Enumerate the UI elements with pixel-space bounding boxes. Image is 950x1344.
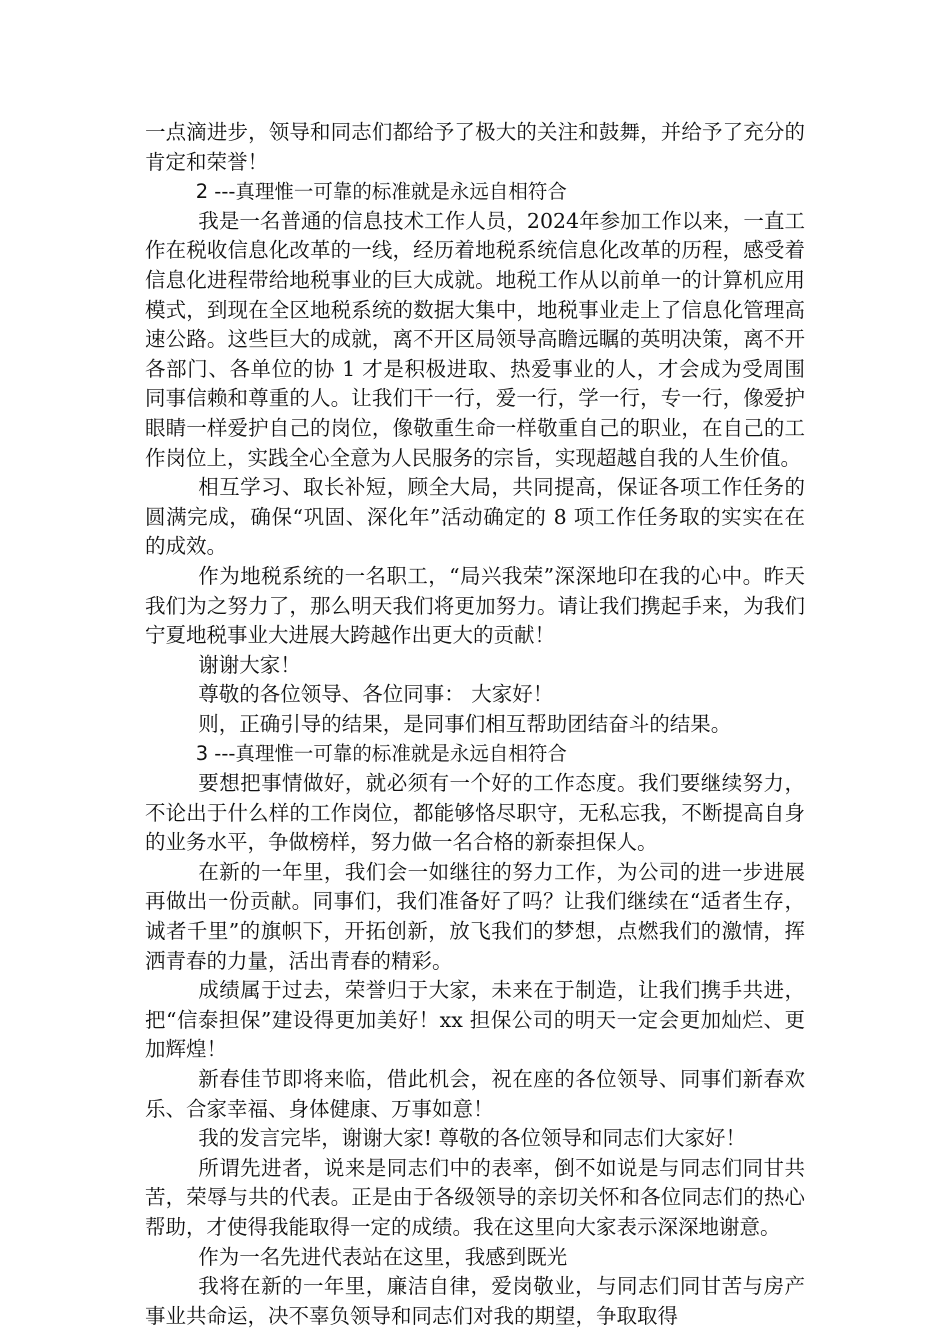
paragraph: 则，正确引导的结果，是同事们相互帮助团结奋斗的结果。 xyxy=(198,711,732,736)
paragraph: 要想把事情做好，就必须有一个好的工作态度。我们要继续努力，不论出于什么样的工作岗位，都能够恪尽职守，无私忘我，不断提高自身的业务水平，争做榜样，努力做一名合格的新泰担保人。 xyxy=(145,771,805,855)
section-heading: 2 ---真理惟一可靠的标准就是永远自相符合 xyxy=(195,180,567,204)
paragraph: 作为地税系统的一名职工，“局兴我荣”深深地印在我的心中。昨天我们为之努力了，那么明天我们将更加努力。请让我们携起手来，为我们宁夏地税事业大进展大跨越作出更大的贡献！ xyxy=(145,563,805,648)
paragraph: 相互学习、取长补短，顾全大局，共同提高，保证各项工作任务的圆满完成，确保“巩固、深化年”活动确定的 8 项工作任务取的实实在在的成效。 xyxy=(145,475,805,559)
paragraph: 新春佳节即将来临，借此机会，祝在座的各位领导、同事们新春欢乐、合家幸福、身体健康、万事如意！ xyxy=(145,1067,805,1121)
paragraph: 我是一名普通的信息技术工作人员，2024年参加工作以来，一直工作在税收信息化改革的一线，经历着地税系统信息化改革的历程，感受着信息化进程带给地税事业的巨大成就。地税工作从以前单一的计算机应用模式，到现在全区地税系统的数据大集中，地税事业走上了信息化管理高速公路。这些巨大的成就，离不开区局领导高瞻远瞩的英明决策，离不开各部门、各单位的协 1 才是积极进取、热爱事业的人，才会成为受周围同事信赖和尊重的人。让我们干一行，爱一行，学一行，专一行，像爱护眼睛一样爱护自己的岗位，像敬重生命一样敬重自己的职业，在自己的工作岗位上，实践全心全意为人民服务的宗旨，实现超越自我的人生价值。 xyxy=(145,208,805,470)
paragraph: 我将在新的一年里，廉洁自律，爱岗敬业，与同志们同甘苦与房产事业共命运，决不辜负领导和同志们对我的期望，争取取得 xyxy=(145,1274,805,1328)
paragraph: 在新的一年里，我们会一如继往的努力工作，为公司的进一步进展再做出一份贡献。同事们，我们准备好了吗？让我们继续在“适者生存，诚者千里”的旗帜下，开拓创新，放飞我们的梦想，点燃我们的激情，挥洒青春的力量，活出青春的精彩。 xyxy=(145,859,805,973)
paragraph: 作为一名先进代表站在这里，我感到既光 xyxy=(198,1244,568,1269)
paragraph: 所谓先进者，说来是同志们中的表率，倒不如说是与同志们同甘共苦，荣辱与共的代表。正是由于各级领导的亲切关怀和各位同志们的热心帮助，才使得我能取得一定的成绩。我在这里向大家表示深深地谢意。 xyxy=(145,1155,805,1239)
paragraph: 一点滴进步，领导和同志们都给予了极大的关注和鼓舞，并给予了充分的肯定和荣誉！ xyxy=(145,120,805,174)
paragraph: 尊敬的各位领导、各位同事： 大家好！ xyxy=(198,682,554,707)
paragraph: 我的发言完毕，谢谢大家! 尊敬的各位领导和同志们大家好！ xyxy=(198,1126,747,1151)
section-heading: 3 ---真理惟一可靠的标准就是永远自相符合 xyxy=(195,742,567,766)
paragraph: 成绩属于过去，荣誉归于大家，未来在于制造，让我们携手共进，把“信泰担保”建设得更加美好！xx 担保公司的明天一定会更加灿烂、更加辉煌！ xyxy=(145,978,805,1062)
paragraph: 谢谢大家！ xyxy=(198,652,301,677)
document-body xyxy=(145,118,805,1331)
